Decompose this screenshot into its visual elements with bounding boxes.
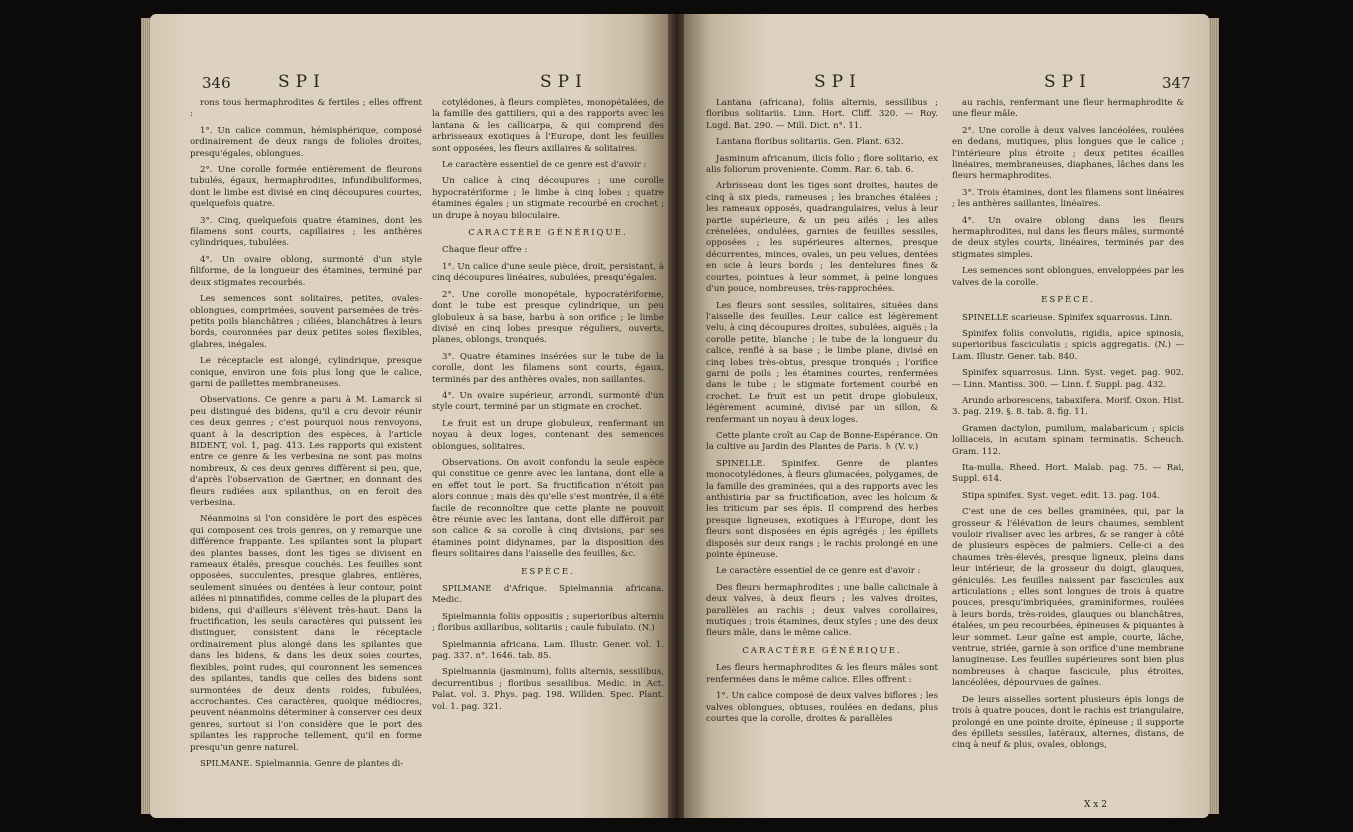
paragraph: CARACTÈRE GÉNÉRIQUE. [468, 228, 628, 239]
left-running-head-1: SPI [278, 72, 326, 92]
paragraph: Des fleurs hermaphrodites ; une balle calicinale à deux valves, à deux fleurs ; les valves droites, parallèles au rachis ; deux valves corollaires, mutiques ; trois étamines, deux styles ; une des deux fleurs mâle, dans le même calice. [706, 582, 938, 639]
right-column-2 [952, 98, 1184, 757]
paragraph: Gramen dactylon, pumilum, malabaricum ; spicis lolliaceis, in acutam spinam terminatis. Scheuch. Gram. 112. [952, 423, 1184, 457]
paragraph: De leurs aisselles sortent plusieurs épis longs de trois à quatre pouces, dont le rachis est triangulaire, prolongé en une pointe droite, épineuse ; il supporte des épillets sessiles, latéraux, alternes, distans, de cinq à neuf & plus, ovales, oblongs, [952, 694, 1184, 751]
paragraph: SPINELLE scarieuse. Spinifex squarrosus. Linn. [962, 312, 1173, 323]
paragraph: Le fruit est un drupe globuleux, renfermant un noyau à deux loges, contenant des semences oblongues, solitaires. [432, 418, 664, 452]
paragraph: Le caractère essentiel de ce genre est d'avoir : [442, 160, 647, 171]
paragraph: Observations. Ce genre a paru à M. Lamarck si peu distingué des bidens, qu'il a cru devoir réunir ces deux genres ; c'est pourquoi nous renvoyons, quant à la description des espèces, à l'article BIDENT, vol. 1, pag. 413. Les rapports qui existent entre ce genre & les verbesina ne sont pas moins nombreux, & ces deux genres diffèrent si peu, que, d'après l'observation de Gærtner, en donnant des fleurs radiées aux spilanthus, on en feroit des verbesina. [190, 395, 422, 508]
paragraph: Spielmannia foliis oppositis ; superioribus alternis ; floribus axillaribus, solitariis ; caule fubulato. (N.) [432, 611, 664, 634]
right-column-1 [706, 98, 938, 730]
right-running-head-2: SPI [1044, 72, 1092, 92]
left-page-number: 346 [202, 74, 231, 92]
paragraph: rons tous hermaphrodites & fertiles ; elles offrent : [190, 98, 422, 120]
paragraph: Le caractère essentiel de ce genre est d'avoir : [716, 566, 921, 577]
paragraph: cotylédones, à fleurs complètes, monopétalées, de la famille des gattiliers, qui a des rapports avec les lantana & les callicarpa, & qui comprend des arbrisseaux exotiques à l'Europe, dont les feuilles sont opposées, les fleurs axillaires & solitaires. [432, 98, 664, 154]
paragraph: 1°. Un calice d'une seule pièce, droit, persistant, à cinq découpures linéaires, subulées, presqu'égales. [432, 261, 664, 284]
paragraph: 1°. Un calice commun, hémisphérique, composé ordinairement de deux rangs de folioles droites, presqu'égales, oblongues. [190, 125, 422, 159]
paragraph: Les fleurs sont sessiles, solitaires, situées dans l'aisselle des feuilles. Leur calice est légèrement velu, à cinq découpures droites, subulées, aiguës ; la corolle petite, blanche ; le tube de la longueur du calice, renflé à sa base ; le limbe plane, divisé en cinq lobes très-obtus, presque tronqués ; l'orifice garni de poils ; les étamines courtes, renfermées dans le tube ; le stigmate fortement courbé en crochet. Le fruit est un petit drupe globuleux, légèrement acuminé, divisé par un sillon, & renfermant un noyau à deux loges. [706, 300, 938, 425]
right-page-number: 347 [1162, 74, 1191, 92]
paragraph: Spinifex squarrosus. Linn. Syst. veget. pag. 902. — Linn. Mantiss. 300. — Linn. f. Suppl. pag. 432. [952, 368, 1184, 390]
paragraph: C'est une de ces belles graminées, qui, par la grosseur & l'élévation de leurs chaumes, semblent vouloir rivaliser avec les arbres, & se ranger à côté de plusieurs espèces de palmiers. Celle-ci a des chaumes très-élevés, presque ligneux, pleins dans leur intérieur, de la grosseur du doigt, glauques, géniculés. Les feuilles naissent par fascicules aux articulations ; elles sont longues de trois à quatre pouces, presqu'imbriquées, graminiformes, roulées à leurs bords, très-roides, glauques ou blanchâtres, étalées, un peu recourbées, épineuses & piquantes à leur sommet. Leur gaîne est ample, courte, lâche, ventrue, striée, garnie à son orifice d'une membrane lanugineuse. Les feuilles supérieures sont bien plus nombreuses à chaque fascicule, plus étroites, lancéolées, dépourvues de gaînes. [952, 507, 1184, 689]
right-running-head-1: SPI [814, 72, 862, 92]
paragraph: 4°. Un ovaire supérieur, arrondi, surmonté d'un style court, terminé par un stigmate en crochet. [432, 390, 664, 413]
paragraph: 2°. Une corolle formée entièrement de fleurons tubulés, égaux, hermaphrodites, infundibuliformes, dont le limbe est divisé en cinq découpures courtes, quelquefois quatre. [190, 165, 422, 210]
paragraph: 3°. Trois étamines, dont les filamens sont linéaires ; les anthères saillantes, linéaires. [952, 187, 1184, 210]
paragraph: 3°. Cinq, quelquefois quatre étamines, dont les filamens sont courts, capillaires ; les anthères cylindriques, tubulées. [190, 215, 422, 249]
paragraph: au rachis, renfermant une fleur hermaphrodite & une fleur mâle. [952, 98, 1184, 120]
paragraph: 2°. Une corolle monopétale, hypocratériforme, dont le tube est presque cylindrique, un peu globuleux à sa base, barbu à son orifice ; le limbe divisé en cinq lobes presque réguliers, ouverts, planes, oblongs, tronqués. [432, 289, 664, 346]
left-column-2 [432, 98, 664, 718]
paragraph: Lantana floribus solitariis. Gen. Plant. 632. [716, 137, 904, 148]
paragraph: Spielmannia (jasminum), foliis alternis, sessilibus, decurrentibus ; floribus sessilibus. Medic. in Act. Palat. vol. 3. Phys. pag. 198. Willden. Spec. Plant. vol. 1. pag. 321. [432, 667, 664, 712]
paragraph: Un calice à cinq découpures ; une corolle hypocratériforme ; le limbe à cinq lobes ; quatre étamines égales ; un stigmate recourbé en crochet ; un drupe à noyau biloculaire. [432, 176, 664, 221]
paragraph: Les fleurs hermaphrodites & les fleurs mâles sont renfermées dans le même calice. Elles offrent : [706, 663, 938, 685]
paragraph: 3°. Quatre étamines insérées sur le tube de la corolle, dont les filamens sont courts, égaux, terminés par des anthères ovales, non saillantes. [432, 351, 664, 385]
paragraph: Chaque fleur offre : [442, 245, 528, 256]
paragraph: ESPÈCE. [521, 566, 575, 577]
paragraph: Arbrisseau dont les tiges sont droites, hautes de cinq à six pieds, rameuses ; les branches étalées ; les rameaux opposés, quadrangulaires, velus à leur partie supérieure, & un peu ailés ; les ailes crénelées, ondulées, garnies de feuilles sessiles, opposées ; les supérieures alternes, presque décurrentes, minces, ovales, un peu velues, dentées en scie à leurs bords ; les dentelures fines & courtes, pointues à leur sommet, à peine longues d'un pouce, nombreuses, très-rapprochées. [706, 181, 938, 295]
paragraph: SPILMANE d'Afrique. Spielmannia africana. Medic. [432, 584, 664, 606]
signature-mark: X x 2 [1084, 800, 1107, 810]
paragraph: ESPÈCE. [1041, 295, 1095, 306]
paragraph: Néanmoins si l'on considère le port des espèces qui composent ces trois genres, on y remarque une différence frappante. Les spilantes sont la plupart des plantes basses, dont les tiges se divisent en rameaux étalés, presque couchés. Les feuilles sont opposées, succulentes, presque glabres, entières, seulement sinuées ou dentées à leur contour, point ailées ni pinnatifides, comme celles de la plupart des bidens, qui d'ailleurs s'élèvent très-haut. Dans la fructification, les seuls caractères qui puissent les distinguer, consistent dans le réceptacle ordinairement plus alongé dans les spilantes que dans les bidens, & dans les deux soies courtes, flexibles, point rudes, qui couronnent les semences des spilantes, tandis que celles des bidens sont surmontées de deux dents roides, fubulées, accrochantes. Ces caractères, quoique médiocres, peuvent néanmoins déterminer à conserver ces deux genres, surtout si l'on considère que le port des spilantes les rapproche tellement, qu'il en forme presqu'un genre naturel. [190, 514, 422, 753]
left-running-head-2: SPI [540, 72, 588, 92]
paragraph: Les semences sont solitaires, petites, ovales-oblongues, comprimées, souvent parsemées de très-petits poils blanchâtres ; ciliées, blanchâtres à leurs bords, couronnées par deux petites soies flexibles, glabres, inégales. [190, 294, 422, 350]
paragraph: Les semences sont oblongues, enveloppées par les valves de la corolle. [952, 266, 1184, 288]
paragraph: Lantana (africana), foliis alternis, sessilibus ; floribus solitariis. Linn. Hort. Cliff. 320. — Roy. Lugd. Bat. 290. — Mill. Dict. n°. 11. [706, 98, 938, 131]
paragraph: Spinifex foliis convolutis, rigidis, apice spinosis, superioribus fasciculatis ; spicis aggregatis. (N.) — Lam. Illustr. Gener. tab. 840. [952, 328, 1184, 362]
paragraph: 4°. Un ovaire oblong, surmonté d'un style filiforme, de la longueur des étamines, terminé par deux stigmates recourbés. [190, 254, 422, 288]
paragraph: Spielmannia africana. Lam. Illustr. Gener. vol. 1. pag. 337. n°. 1646. tab. 85. [432, 639, 664, 662]
right-page [684, 14, 1209, 818]
paragraph: Jasminum africanum, ilicis folio ; flore solitario, ex alis foliorum proveniente. Comm. Rar. 6. tab. 6. [706, 153, 938, 176]
left-column-1 [190, 98, 422, 775]
paragraph: Ita-mulla. Rheed. Hort. Malab. pag. 75. — Rai, Suppl. 614. [952, 462, 1184, 485]
paragraph: Stipa spinifex. Syst. veget. edit. 13. pag. 104. [962, 490, 1160, 501]
paragraph: Cette plante croît au Cap de Bonne-Espérance. On la cultive au Jardin des Plantes de Paris. ♄ (V. v.) [706, 430, 938, 453]
paragraph: CARACTÈRE GÉNÉRIQUE. [742, 645, 902, 656]
paragraph: Arundo arborescens, tabaxifera. Morif. Oxon. Hist. 3. pag. 219. §. 8. tab. 8. fig. 11. [952, 395, 1184, 418]
paragraph: SPILMANE. Spielmannia. Genre de plantes di- [200, 758, 404, 769]
paragraph: Le réceptacle est alongé, cylindrique, presque conique, environ une fois plus long que le calice, garni de paillettes membraneuses. [190, 356, 422, 389]
paragraph: 4°. Un ovaire oblong dans les fleurs hermaphrodites, nul dans les fleurs mâles, surmonté de deux styles courts, linéaires, terminés par des stigmates simples. [952, 215, 1184, 260]
paragraph: SPINELLE. Spinifex. Genre de plantes monocotylédones, à fleurs glumacées, polygames, de la famille des graminées, qui a des rapports avec les anthistiria par sa fructification, avec les holcum & les triticum par ses épis. Il comprend des herbes presque ligneuses, exotiques à l'Europe, dont les fleurs sont disposées en épis agrégés ; les épillets disposés sur deux rangs ; le rachis prolongé en une pointe épineuse. [706, 458, 938, 561]
paragraph: 2°. Une corolle à deux valves lancéolées, roulées en dedans, mutiques, plus longues que le calice ; l'intérieure plus étroite ; deux petites écailles linéaires, membraneuses, diaphanes, lâches dans les fleurs hermaphrodites. [952, 125, 1184, 182]
left-page [150, 14, 670, 818]
right-page-edges [1209, 18, 1219, 814]
paragraph: 1°. Un calice composé de deux valves biflores ; les valves oblongues, obtuses, roulées en dedans, plus courtes que la corolle, droites & parallèles [706, 691, 938, 724]
paragraph: Observations. On avoit confondu la seule espèce qui constitue ce genre avec les lantana, dont elle a en effet tout le port. Sa fructification n'étoit pas alors connue ; mais dès qu'elle s'est montrée, il a été facile de reconnoître que cette plante ne pouvoit être réunie avec les lantana, dont elle différoit par son calice & sa corolle à cinq divisions, par ses étamines point didynames, par la disposition des fleurs solitaires dans l'aisselle des feuilles, &c. [432, 457, 664, 560]
